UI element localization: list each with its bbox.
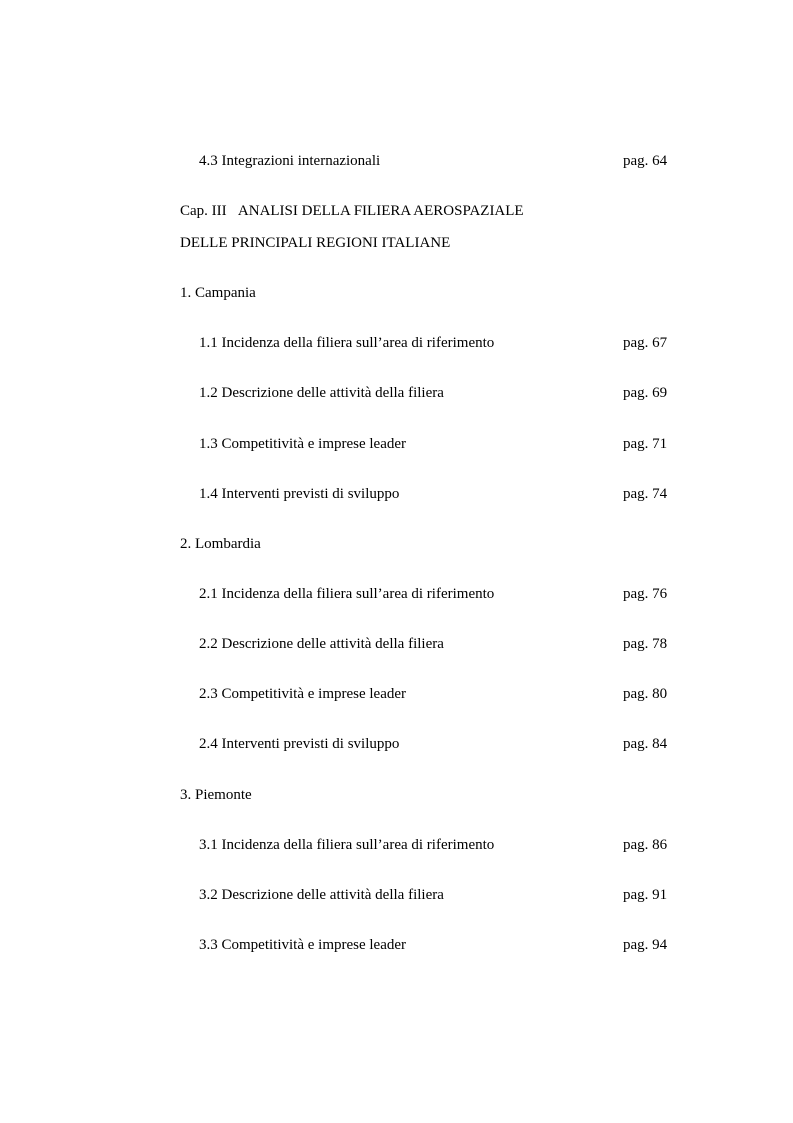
- toc-page-number: pag. 78: [623, 636, 668, 652]
- toc-entry-2-4: 2.4 Interventi previsti di sviluppo: [199, 736, 400, 752]
- toc-page-number: pag. 76: [623, 586, 668, 602]
- toc-entry-3-1: 3.1 Incidenza della filiera sull’area di riferimento: [199, 837, 495, 853]
- toc-page-number: pag. 69: [623, 385, 668, 401]
- toc-page-number: pag. 84: [623, 736, 668, 752]
- toc-entry-2-3: 2.3 Competitività e imprese leader: [199, 686, 407, 702]
- toc-entry-3-2: 3.2 Descrizione delle attività della filiera: [199, 887, 444, 903]
- toc-entry-2-2: 2.2 Descrizione delle attività della filiera: [199, 636, 444, 652]
- toc-page-number: pag. 71: [623, 436, 668, 452]
- toc-page-number: pag. 80: [623, 686, 668, 702]
- section-heading-campania: 1. Campania: [180, 285, 256, 301]
- toc-page-number: pag. 86: [623, 837, 668, 853]
- section-heading-lombardia: 2. Lombardia: [180, 536, 261, 552]
- toc-page-number: pag. 94: [623, 937, 668, 953]
- toc-entry-2-1: 2.1 Incidenza della filiera sull’area di riferimento: [199, 586, 495, 602]
- section-heading-piemonte: 3. Piemonte: [180, 787, 252, 803]
- toc-page-number: pag. 91: [623, 887, 668, 903]
- toc-page-number: pag. 74: [623, 486, 668, 502]
- toc-entry-1-4: 1.4 Interventi previsti di sviluppo: [199, 486, 400, 502]
- toc-page-number: pag. 67: [623, 335, 668, 351]
- chapter-heading-line-2: DELLE PRINCIPALI REGIONI ITALIANE: [180, 235, 451, 251]
- chapter-heading-line-1: Cap. III ANALISI DELLA FILIERA AEROSPAZIALE: [180, 203, 524, 219]
- toc-entry-3-3: 3.3 Competitività e imprese leader: [199, 937, 407, 953]
- toc-entry-1-2: 1.2 Descrizione delle attività della filiera: [199, 385, 444, 401]
- toc-page-number: pag. 64: [623, 153, 668, 169]
- toc-entry-4-3: 4.3 Integrazioni internazionali: [199, 153, 381, 169]
- toc-entry-1-1: 1.1 Incidenza della filiera sull’area di riferimento: [199, 335, 495, 351]
- toc-entry-1-3: 1.3 Competitività e imprese leader: [199, 436, 407, 452]
